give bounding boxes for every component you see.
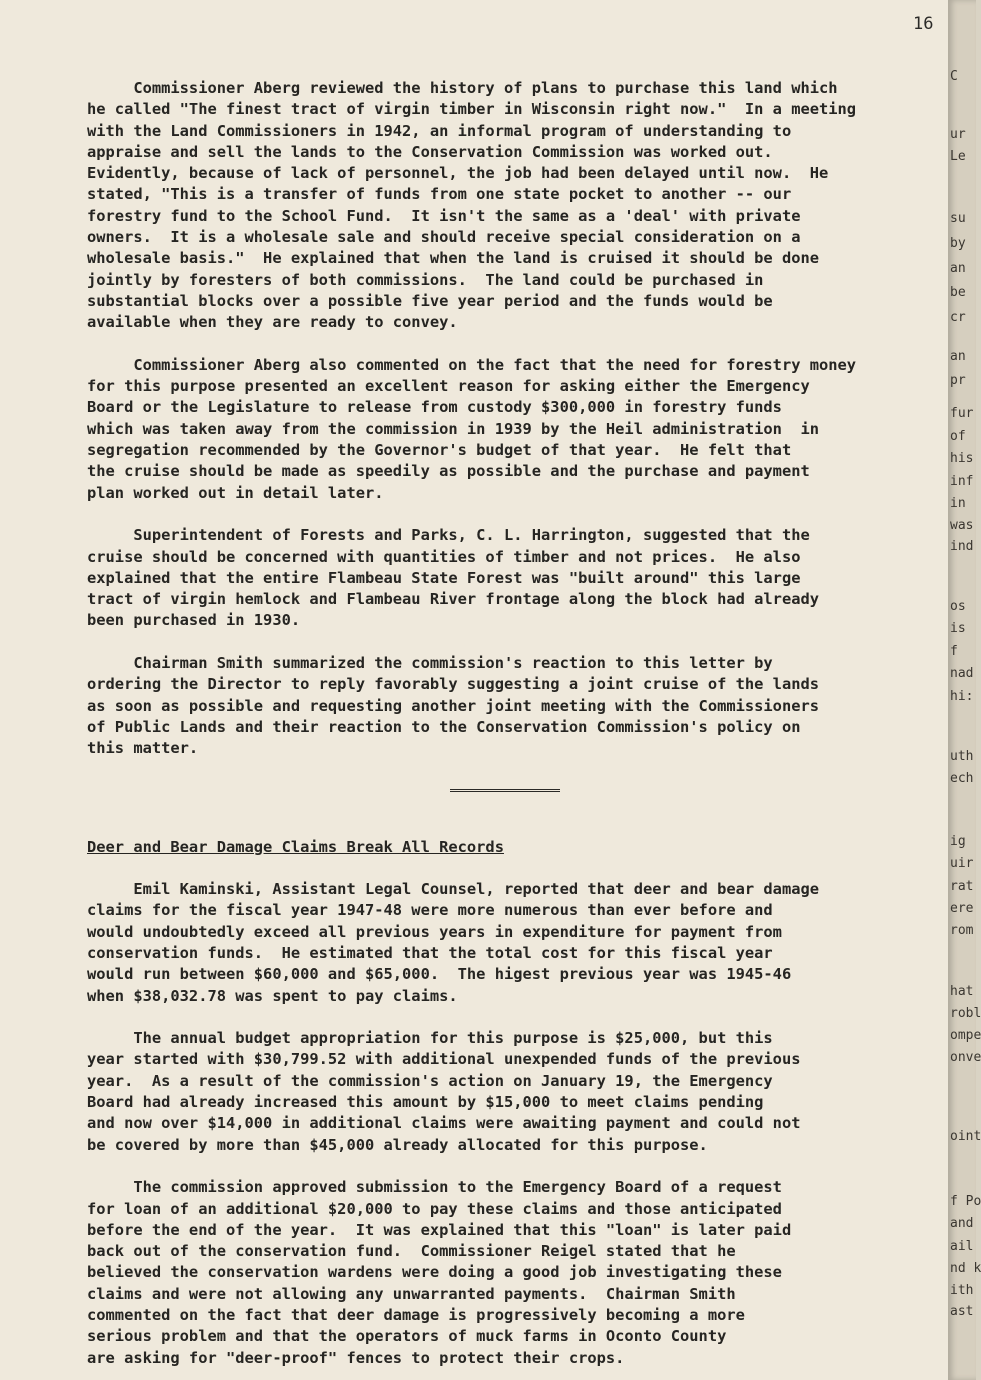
- adjacent-page-fragment: robl: [950, 1006, 981, 1021]
- adjacent-page-fragment: ur: [950, 127, 966, 142]
- adjacent-page-fragment: ompe: [950, 1028, 981, 1043]
- paragraph-kaminski-report: Emil Kaminski, Assistant Legal Counsel, reported that deer and bear damage claims for the fiscal year 1947-48 were more numerous than ever before and would undoubtedly exceed all previous years in expenditure for payment from conservation funds. He estimated that the total cost for this fiscal year would run between $60,000 and $65,000. The higest previous year was 1945-46 when $38,032.78 was spent to pay claims.: [87, 880, 820, 1005]
- adjacent-page-fragment: an: [950, 349, 966, 364]
- paragraph-harrington-cruise: Superintendent of Forests and Parks, C. L. Harrington, suggested that the cruise should be concerned with quantities of timber and not prices. He also explained that the entire Flambeau State Forest was "built around" this large tract of virgin hemlock and Flambeau River frontage along the block had already been purchased in 1930.: [87, 526, 820, 630]
- adjacent-page-fragment: rom: [950, 923, 974, 938]
- adjacent-page-fragment: Le: [950, 149, 966, 164]
- adjacent-page-fragment: be: [950, 285, 966, 300]
- adjacent-page-fragment: ast: [950, 1304, 974, 1319]
- adjacent-page-fragment: inf: [950, 474, 974, 489]
- paragraph-emergency-loan: The commission approved submission to the Emergency Board of a request for loan of an additional $20,000 to pay these claims and those anticipated before the end of the year. It was explained that this "loan" is later paid back out of the conservation fund. Commissioner Reigel stated that he believed the conservation wardens were doing a good job investigating these claims and were not allowing any unwarranted payments. Chairman Smith commented on the fact that deer damage is progressively becoming a more serious problem and that the operators of muck farms in Oconto County are asking for "deer-proof" fences to protect their crops.: [87, 1178, 792, 1367]
- paragraph-aberg-forestry-funds: Commissioner Aberg also commented on the fact that the need for forestry money for this purpose presented an excellent reason for asking either the Emergency Board or the Legislature to release from custody $300,000 in forestry funds which was taken away from the commission in 1939 by the Heil administration in segregation recommended by the Governor's budget of that year. He felt that the cruise should be made as speedily as possible and the purchase and payment plan worked out in detail later.: [87, 355, 857, 502]
- adjacent-page-fragment: of: [950, 429, 966, 444]
- adjacent-page-fragment: uth: [950, 749, 974, 764]
- adjacent-page-fragment: was: [950, 518, 974, 533]
- adjacent-page-fragment: in: [950, 496, 966, 511]
- adjacent-page-fragment: su: [950, 211, 966, 226]
- section-heading: Deer and Bear Damage Claims Break All Records: [87, 837, 504, 856]
- page-number: 16: [913, 14, 934, 34]
- adjacent-page-fragment: rat: [950, 879, 974, 894]
- adjacent-page-fragment: hat: [950, 984, 974, 999]
- adjacent-page-fragment: fur: [950, 406, 974, 421]
- adjacent-page-fragment: his: [950, 451, 974, 466]
- adjacent-page-fragment: ith: [950, 1283, 974, 1298]
- adjacent-page-fragment: ind: [950, 539, 974, 554]
- adjacent-page-fragment: is: [950, 621, 966, 636]
- adjacent-page-edge: [948, 0, 981, 1380]
- adjacent-page-fragment: os: [950, 599, 966, 614]
- section-divider: [450, 789, 560, 792]
- paragraph-aberg-history: Commissioner Aberg reviewed the history of plans to purchase this land which he called "The finest tract of virgin timber in Wisconsin right now." In a meeting with the Land Commissioners in 1942, an informal program of understanding to appraise and sell the lands to the Conservation Commission was worked out. Evidently, because of lack of personnel, the job had been delayed until now. He stated, "This is a transfer of funds from one state pocket to another -- our forestry fund to the School Fund. It isn't the same as a 'deal' with private owners. It is a wholesale sale and should receive special consideration on a wholesale basis." He explained that when the land is cruised it should be done jointly by foresters of both commissions. The land could be purchased in substantial blocks over a possible five year period and the funds would be available when they are ready to convey.: [87, 79, 857, 332]
- adjacent-page-fragment: onve: [950, 1050, 981, 1065]
- adjacent-page-fragment: f: [950, 644, 958, 659]
- paragraph-budget-appropriation: The annual budget appropriation for this purpose is $25,000, but this year started with $30,799.52 with additional unexpended funds of the previous year. As a result of the commission's action on January 19, the Emergency Board had already increased this amount by $15,000 to meet claims pending and now over $14,000 in additional claims were awaiting payment and could not be covered by more than $45,000 already allocated for this purpose.: [87, 1029, 801, 1154]
- adjacent-page-fragment: C: [950, 69, 958, 84]
- adjacent-page-fragment: ech: [950, 771, 974, 786]
- adjacent-page-fragment: cr: [950, 310, 966, 325]
- adjacent-page-fragment: nad: [950, 666, 974, 681]
- paragraph-smith-summary: Chairman Smith summarized the commission's reaction to this letter by ordering the Director to reply favorably suggesting a joint cruise of the lands as soon as possible and requesting another joint meeting with the Commissioners of Public Lands and their reaction to the Conservation Commission's policy on this matter.: [87, 654, 820, 758]
- adjacent-page-fragment: hi:: [950, 689, 974, 704]
- adjacent-page-fragment: uir: [950, 856, 974, 871]
- adjacent-page-fragment: ail: [950, 1239, 974, 1254]
- adjacent-page-fragment: by: [950, 236, 966, 251]
- adjacent-page-fragment: an: [950, 261, 966, 276]
- adjacent-page-fragment: f Po: [950, 1194, 981, 1209]
- adjacent-page-fragment: pr: [950, 373, 966, 388]
- adjacent-page-fragment: oint: [950, 1129, 981, 1144]
- adjacent-page-fragment: ig: [950, 834, 966, 849]
- adjacent-page-fragment: nd k: [950, 1261, 981, 1276]
- adjacent-page-fragment: and: [950, 1216, 974, 1231]
- adjacent-page-fragment: ere: [950, 901, 974, 916]
- page-body: [87, 78, 947, 1369]
